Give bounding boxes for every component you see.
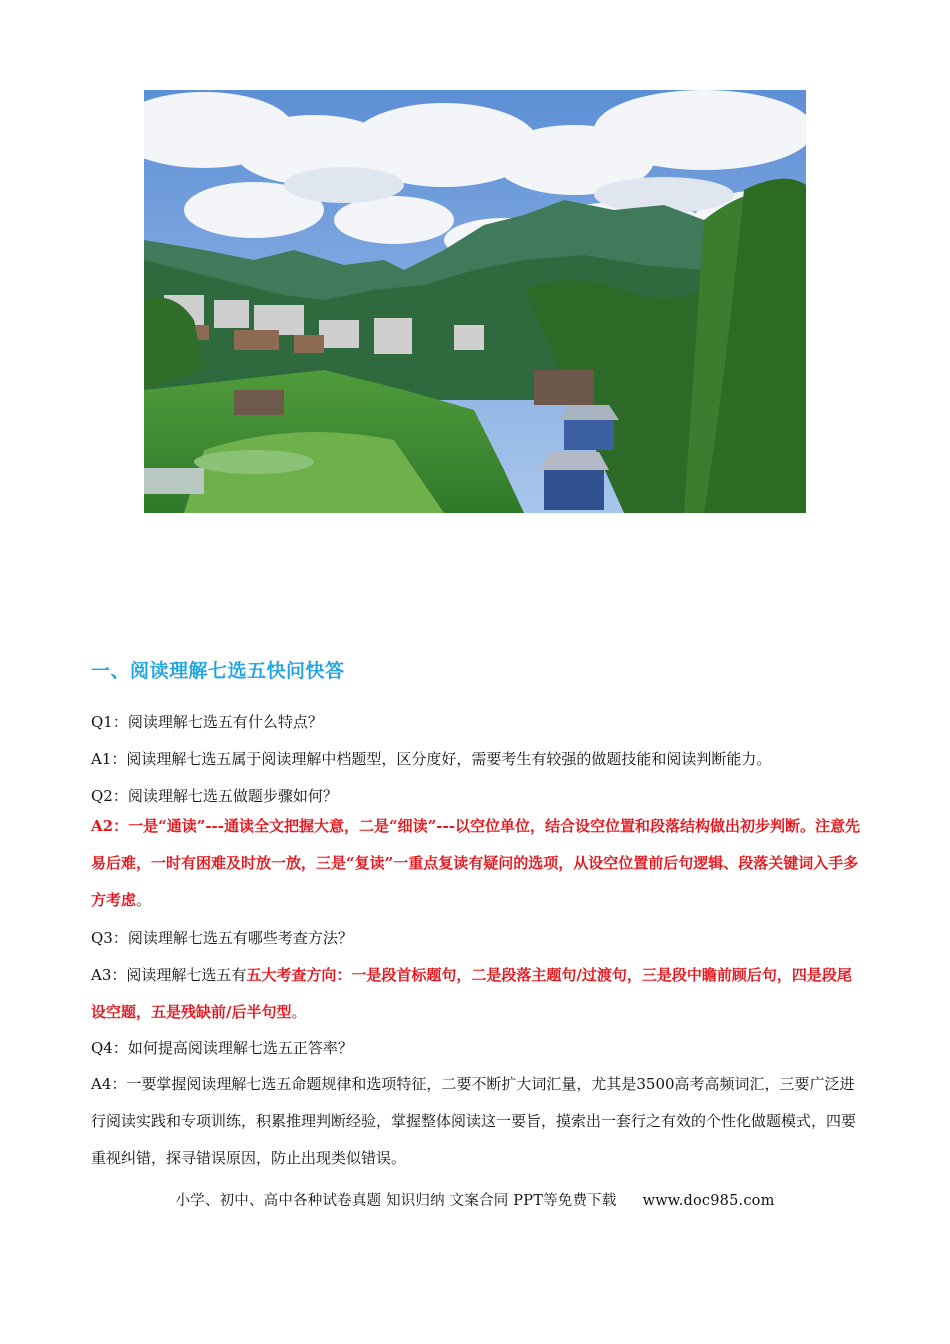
qa-a3-prefix: A3：阅读理解七选五有 xyxy=(91,966,247,984)
qa-a2-emphasis: 一是“通读”---通读全文把握大意，二是“细读”---以空位单位，结合设空位置和段落结构做出初步判断。注意先易后难，一时有困难及时放一放，三是“复读”一重点复读有疑问的选项，从设空位置前后句逻辑、段落关键词入手多方考虑 xyxy=(91,817,860,909)
qa-a2-prefix: A2： xyxy=(91,817,129,835)
qa-a2 xyxy=(91,808,861,919)
qa-q4: Q4：如何提高阅读理解七选五正答率？ xyxy=(91,1039,353,1057)
page-footer xyxy=(0,1189,950,1210)
qa-q3: Q3：阅读理解七选五有哪些考查方法？ xyxy=(91,929,353,947)
footer-text: 小学、初中、高中各种试卷真题 知识归纳 文案合同 PPT等免费下载 xyxy=(175,1193,617,1209)
qa-a3 xyxy=(91,957,861,1031)
landscape-photo xyxy=(144,90,806,513)
qa-q1: Q1：阅读理解七选五有什么特点？ xyxy=(91,713,323,731)
qa-a2-suffix: 。 xyxy=(136,891,152,909)
qa-a1: A1：阅读理解七选五属于阅读理解中档题型，区分度好，需要考生有较强的做题技能和阅读判断能力。 xyxy=(91,750,772,768)
qa-a4: A4：一要掌握阅读理解七选五命题规律和选项特征，二要不断扩大词汇量，尤其是3500高考高频词汇，三要广泛进行阅读实践和专项训练，积累推理判断经验，掌握整体阅读这一要旨，摸索出一套行之有效的个性化做题模式，四要重视纠错，探寻错误原因，防止出现类似错误。 xyxy=(91,1075,857,1167)
qa-q2: Q2：阅读理解七选五做题步骤如何？ xyxy=(91,787,338,805)
footer-url[interactable]: www.doc985.com xyxy=(642,1193,775,1209)
qa-a3-emphasis: 五大考查方向：一是段首标题句，二是段落主题句/过渡句，三是段中瞻前顾后句，四是段尾设空题，五是残缺前/后半句型 xyxy=(91,966,852,1021)
qa-a3-suffix: 。 xyxy=(291,1003,307,1021)
section-heading: 一、阅读理解七选五快问快答 xyxy=(91,660,345,682)
